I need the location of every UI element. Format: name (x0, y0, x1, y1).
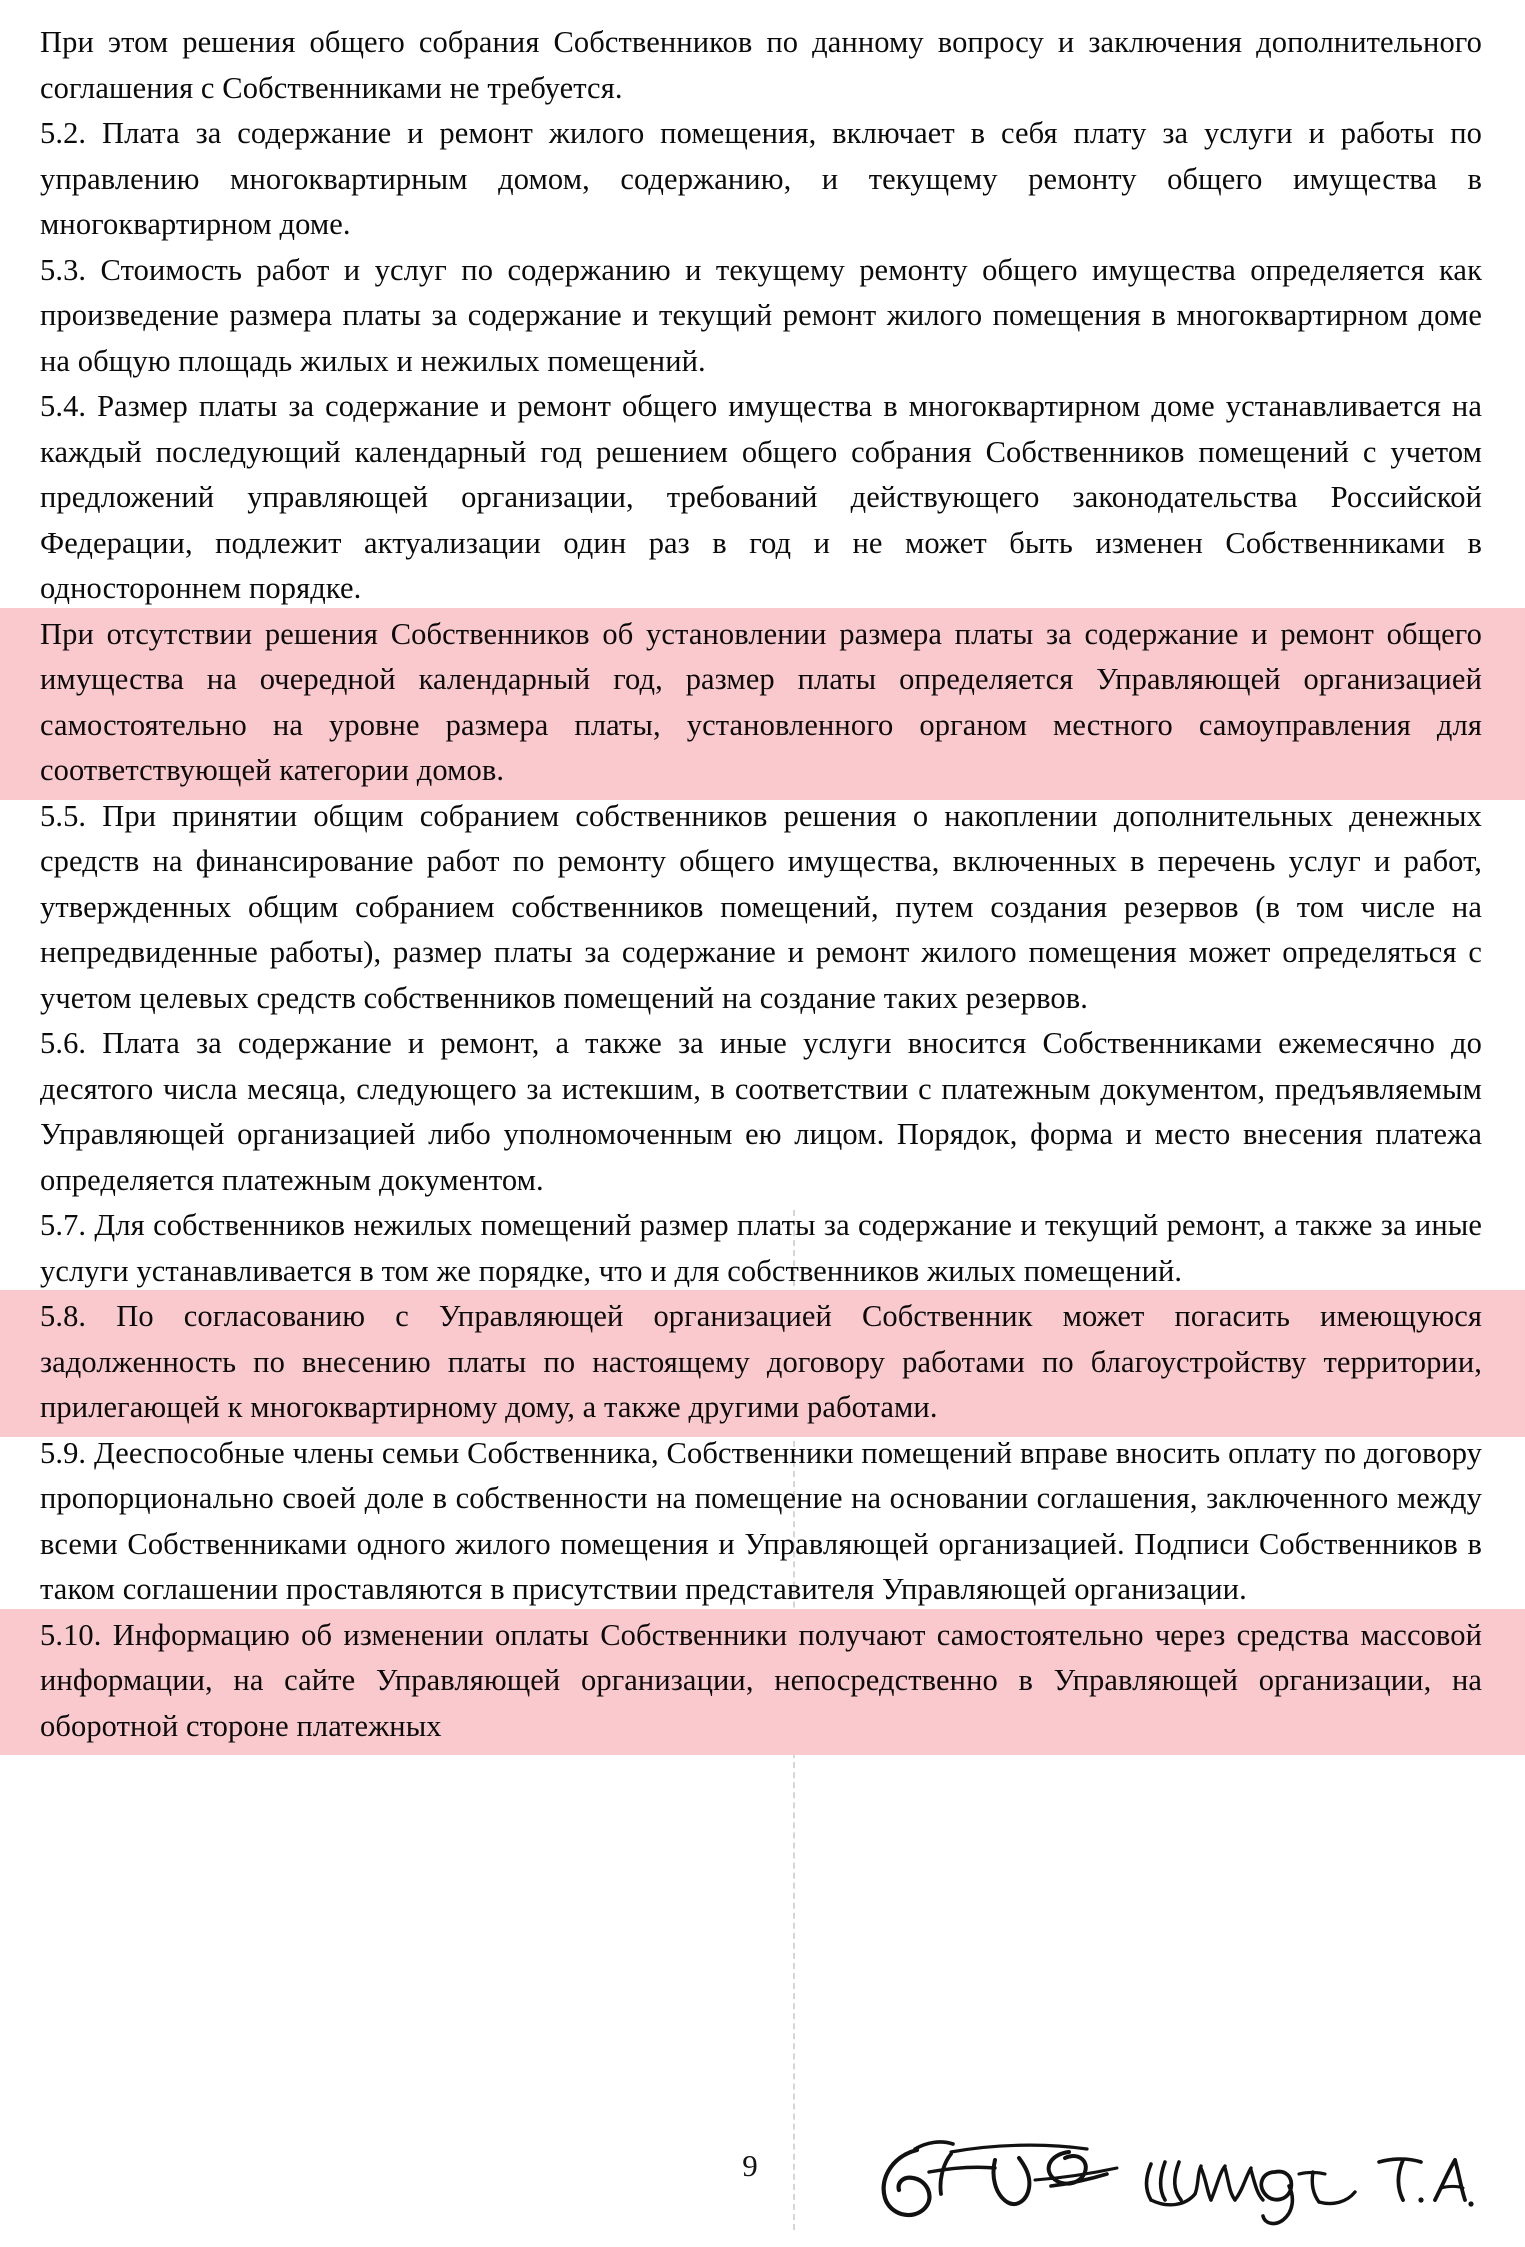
paragraph-5-2: 5.2. Плата за содержание и ремонт жилого помещения, включает в себя плату за услуги и работы по управлению многоквартирным домом, содержанию, и текущему ремонту общего имущества в многоквартирном доме. (40, 116, 1482, 241)
paragraph-5-5: 5.5. При принятии общим собранием собственников решения о накоплении дополнительных денежных средств на финансирование работ по ремонту общего имущества, включенных в перечень услуг и работ, утвержденных общим собранием собственников помещений, путем создания резервов (в том числе на непредвиденные работы), размер платы за содержание и ремонт жилого помещения может определяться с учетом целевых средств собственников помещений на создание таких резервов. (40, 798, 1482, 1015)
highlight-block-5-4 (40, 612, 1482, 794)
document-body (40, 20, 1482, 1749)
paragraph-5-9: 5.9. Дееспособные члены семьи Собственника, Собственники помещений вправе вносить оплату по договору пропорционально своей доле в собственности на помещение на основании соглашения, заключенного между всеми Собственниками одного жилого помещения и Управляющей организацией. Подписи Собственников в таком соглашении проставляются в присутствии представителя Управляющей организации. (40, 1435, 1482, 1606)
paragraph-5-3: 5.3. Стоимость работ и услуг по содержанию и текущему ремонту общего имущества определяется как произведение размера платы за содержание и текущий ремонт жилого помещения в многоквартирном доме на общую площадь жилых и нежилых помещений. (40, 252, 1482, 378)
paragraph-5-6: 5.6. Плата за содержание и ремонт, а также за иные услуги вносится Собственниками ежемесячно до десятого числа месяца, следующего за истекшим, в соответствии с платежным документом, предъявляемым Управляющей организацией либо уполномоченным ею лицом. Порядок, форма и место внесения платежа определяется платежным документом. (40, 1026, 1482, 1197)
handwritten-signature-icon (855, 2128, 1475, 2238)
paragraph-5-4: 5.4. Размер платы за содержание и ремонт общего имущества в многоквартирном доме устанавливается на каждый последующий календарный год решением общего собрания Собственников помещений с учетом предложений управляющей организации, требований действующего законодательства Российской Федерации, подлежит актуализации один раз в год и не может быть изменен Собственниками в одностороннем порядке. (40, 389, 1482, 605)
paragraph-5-7: 5.7. Для собственников нежилых помещений размер платы за содержание и текущий ремонт, а также за иные услуги устанавливается в том же порядке, что и для собственников жилых помещений. (40, 1208, 1482, 1288)
paragraph-intro: При этом решения общего собрания Собственников по данному вопросу и заключения дополнительного соглашения с Собственниками не требуется. (40, 25, 1482, 105)
page-number: 9 (742, 2148, 758, 2183)
highlight-block-5-8 (40, 1294, 1482, 1431)
page-footer (0, 2130, 1525, 2247)
paragraph-5-10: 5.10. Информацию об изменении оплаты Собственники получают самостоятельно через средства массовой информации, на сайте Управляющей организации, непосредственно в Управляющей организации, на оборотной стороне платежных (40, 1617, 1482, 1743)
highlight-block-5-10 (40, 1613, 1482, 1750)
paragraph-5-4-highlighted: При отсутствии решения Собственников об установлении размера платы за содержание и ремонт общего имущества на очередной календарный год, размер платы определяется Управляющей организацией самостоятельно на уровне размера платы, установленного органом местного самоуправления для соответствующей категории домов. (40, 616, 1482, 787)
paragraph-5-8: 5.8. По согласованию с Управляющей организацией Собственник может погасить имеющуюся задолженность по внесению платы по настоящему договору работами по благоустройству территории, прилегающей к многоквартирному дому, а также другими работами. (40, 1299, 1482, 1424)
